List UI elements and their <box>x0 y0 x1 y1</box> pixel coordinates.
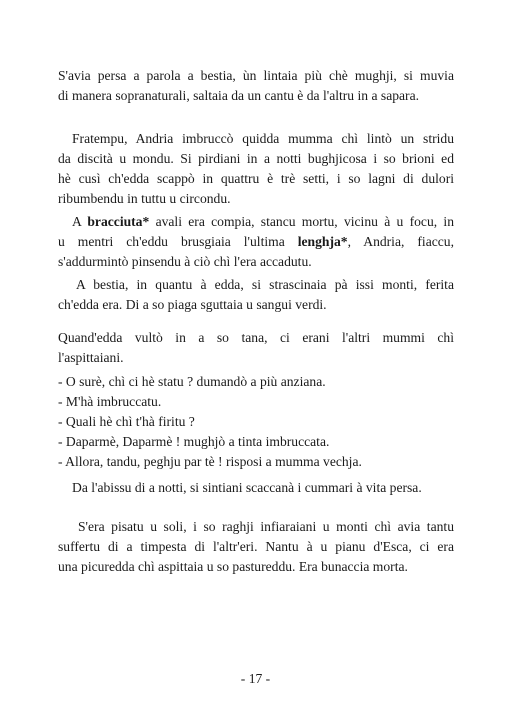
paragraph-7 <box>58 517 454 577</box>
text-line: di manera sopranaturali, saltaia da un cantu è da l'altru in a sapara. <box>58 88 420 103</box>
text-line <box>58 232 454 252</box>
text-line: una picuredda chì aspittaia u so pastureddu. Era bunaccia morta. <box>58 559 408 574</box>
text-line: ribumbendu in tuttu u circondu. <box>58 191 231 206</box>
dialogue-line: - Daparmè, Daparmè ! mughjò a tinta imbruccata. <box>58 434 330 449</box>
paragraph-6 <box>58 478 454 498</box>
glossary-term: bracciuta* <box>87 214 150 229</box>
text-line: ch'edda era. Di a so piaga sguttaia u sangui verdi. <box>58 297 327 312</box>
dialogue-line: - O surè, chì ci hè statu ? dumandò a più anziana. <box>58 374 326 389</box>
glossary-term: lenghja* <box>297 234 348 249</box>
dialogue-line: - M'hà imbruccatu. <box>58 394 162 409</box>
page-number: - 17 - <box>240 671 271 686</box>
text-span: , Andria, fiaccu, <box>347 234 454 249</box>
text-line: suffertu di a timpesta di l'altr'eri. Nantu à u pianu d'Esca, ci era <box>58 539 454 554</box>
text-line <box>58 212 454 232</box>
paragraph-3 <box>58 212 454 272</box>
text-line: Quand'edda vultò in a so tana, ci erani l'altri mummi chì <box>58 330 454 345</box>
text-line: Fratempu, Andria imbruccò quidda mumma chì lintò un stridu <box>72 131 454 146</box>
text-line: da discità u mondu. Si pirdiani in a notti bughjicosa i so brioni ed <box>58 151 454 166</box>
paragraph-5 <box>58 328 454 368</box>
text-line: Da l'abissu di a notti, si sintiani scaccanà i cummari à vita persa. <box>72 480 422 495</box>
text-span: A <box>72 214 82 229</box>
dialogue-line: - Quali hè chì t'hà firitu ? <box>58 414 195 429</box>
dialogue-block <box>58 372 454 472</box>
paragraph-4 <box>58 275 454 315</box>
text-line: S'avia persa a parola a bestia, ùn lintaia più chè mughji, si muvia <box>58 68 454 83</box>
text-span: avali era compia, stancu mortu, vicinu à u focu, in <box>155 214 454 229</box>
text-span: u mentri ch'eddu brusgiaia l'ultima <box>58 234 285 249</box>
text-line: s'addurmintò pinsendu à ciò chì l'era accadutu. <box>58 254 312 269</box>
paragraph-1 <box>58 66 454 106</box>
paragraph-2 <box>58 129 454 209</box>
text-line: hè cusì ch'edda scappò in quattru è trè setti, i so lagni di dulori <box>58 171 454 186</box>
text-line: S'era pisatu u soli, i so raghji infiaraiani u monti chì avia tantu <box>78 519 454 534</box>
text-line: A bestia, in quantu à edda, si strascinaia pà issi monti, ferita <box>76 277 454 292</box>
dialogue-line: - Allora, tandu, peghju par tè ! risposi a mumma vechja. <box>58 454 362 469</box>
text-line: l'aspittaiani. <box>58 350 124 365</box>
